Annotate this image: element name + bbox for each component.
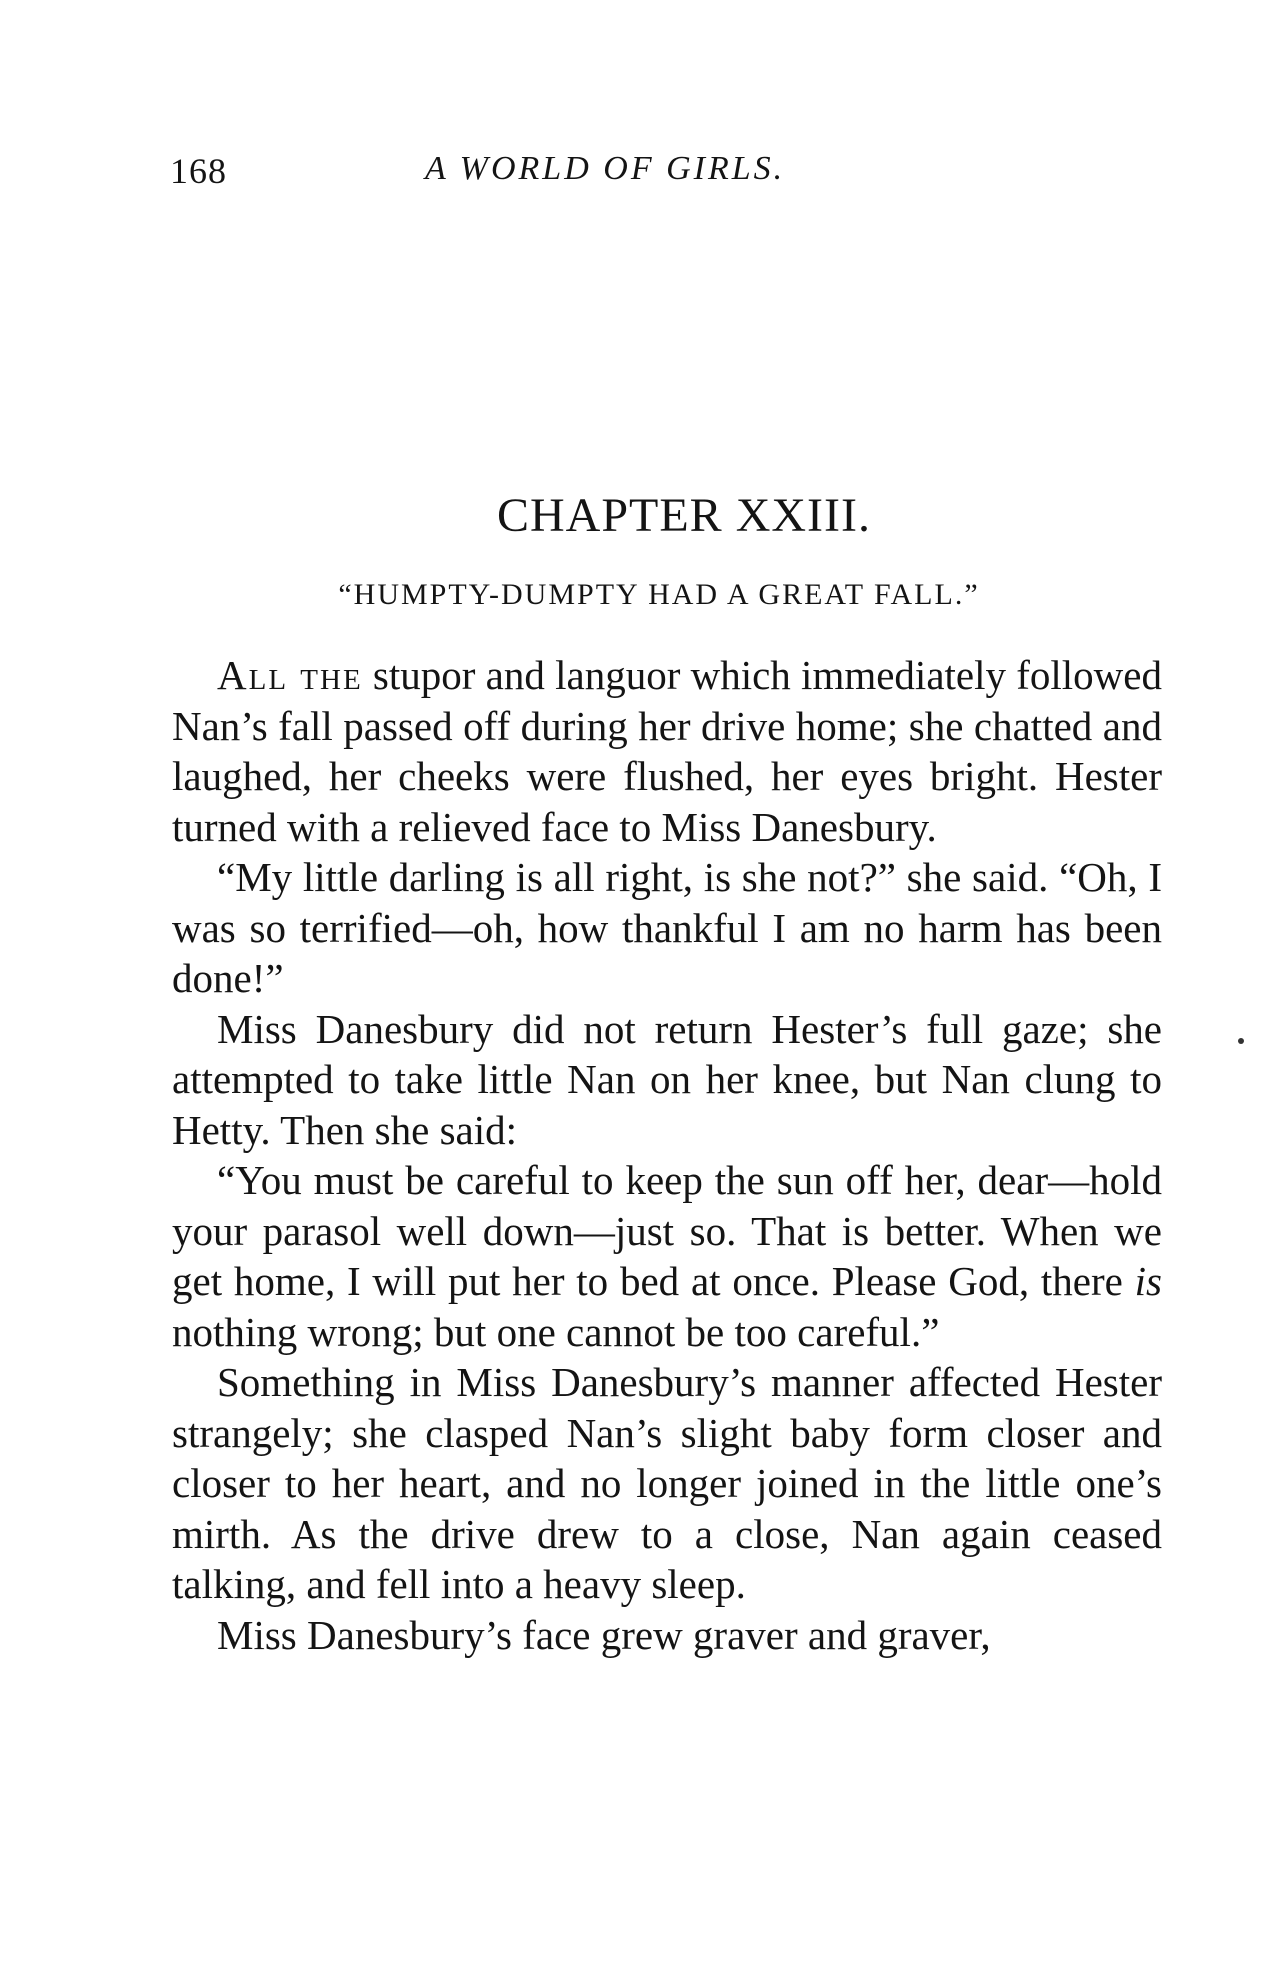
paragraph-6: Miss Danesbury’s face grew graver and graver, — [217, 1611, 991, 1658]
paragraph-1-text: stupor and languor which immediately followed Nan’s fall passed off during her drive home; she chatted and laughed, her cheeks were flushed, her eyes bright. Hester turned with a relieved face to Miss Danesbury. — [172, 652, 1162, 850]
paragraph-4-text-a: “You must be careful to keep the sun off her, dear—hold your parasol well down—just so. That is better. When we get home, I will put her to bed at once. Please God, there — [172, 1157, 1162, 1304]
paragraph-4 — [172, 1155, 1162, 1357]
paper-speck — [1238, 1038, 1244, 1044]
body-text — [172, 650, 1162, 1660]
chapter-subtitle: “HUMPTY-DUMPTY HAD A GREAT FALL.” — [338, 578, 980, 611]
paragraph-2: “My little darling is all right, is she not?” she said. “Oh, I was so terrified—oh, how thankful I am no harm has been done!” — [172, 854, 1162, 1001]
paragraph-1-lead: All the — [217, 652, 363, 698]
paragraph-5: Something in Miss Danesbury’s manner affected Hester strangely; she clasped Nan’s slight baby form closer and closer to her heart, and no longer joined in the little one’s mirth. As the drive drew to a close, Nan again ceased talking, and fell into a heavy sleep. — [172, 1359, 1162, 1607]
page-number: 168 — [170, 151, 227, 191]
paragraph-4-italic: is — [1134, 1258, 1162, 1304]
paragraph-1 — [172, 650, 1162, 852]
running-head — [170, 150, 1070, 200]
paragraph-3: Miss Danesbury did not return Hester’s full gaze; she attempted to take little Nan on her knee, but Nan clung to Hetty. Then she said: — [172, 1005, 1162, 1153]
paragraph-4-text-b: nothing wrong; but one cannot be too careful.” — [172, 1308, 940, 1355]
chapter-title: CHAPTER XXIII. — [497, 489, 871, 542]
running-title: A WORLD OF GIRLS. — [425, 150, 786, 187]
